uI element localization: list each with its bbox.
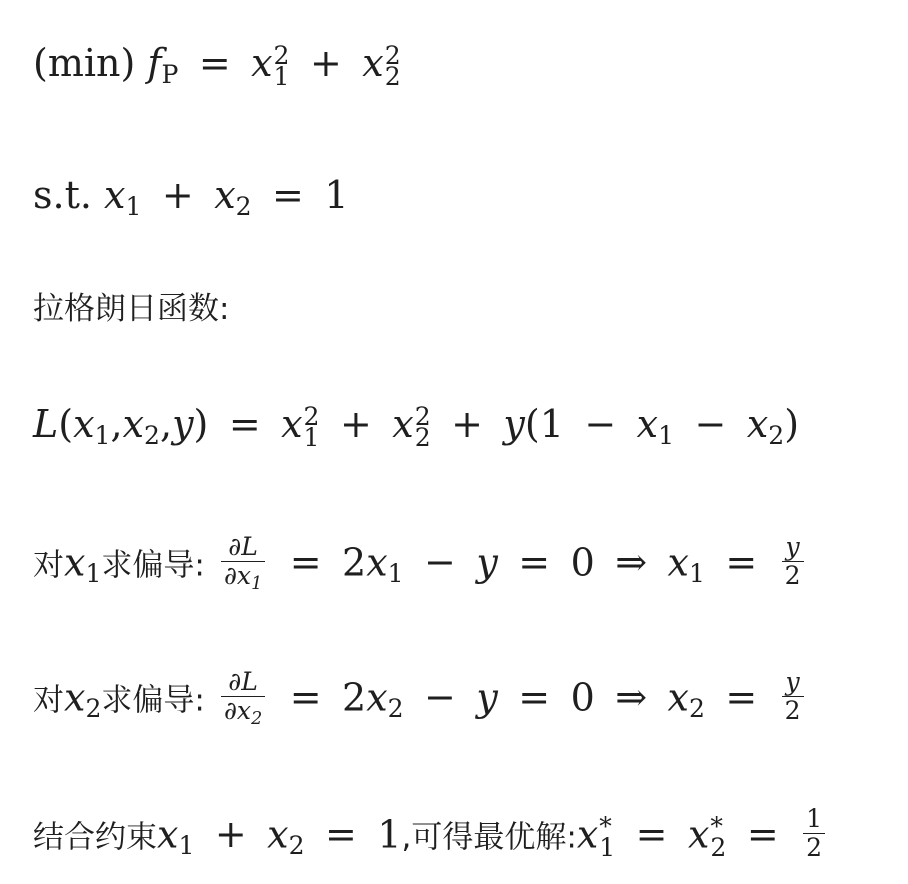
partial-prefix: 对	[33, 547, 64, 584]
paren-open: (	[58, 402, 74, 446]
coefficient: 2	[342, 675, 367, 720]
equals-sign: =	[746, 812, 779, 857]
equals-sign: =	[635, 812, 668, 857]
equals-sign: =	[725, 675, 758, 720]
x-symbol: x	[157, 812, 179, 857]
equals-sign: =	[518, 675, 551, 720]
comma: ,	[159, 402, 173, 446]
x-symbol: x	[576, 812, 599, 857]
equals-sign: =	[198, 41, 231, 85]
subsup: * 1	[599, 812, 616, 862]
x-symbol: x	[636, 402, 659, 446]
paren-close: )	[784, 402, 800, 446]
lagrangian-line	[33, 401, 800, 452]
subscript: 1	[178, 831, 195, 861]
equals-sign: =	[272, 173, 304, 217]
one: 1	[539, 402, 564, 446]
minus-sign: −	[424, 540, 456, 585]
x-symbol: x	[64, 675, 86, 720]
L-symbol: L	[33, 402, 59, 446]
subscript: 2	[144, 421, 160, 451]
subscript: 1	[125, 192, 142, 222]
partial-x1-line	[33, 532, 808, 594]
plus-sign: +	[214, 812, 247, 857]
zero: 0	[570, 675, 595, 720]
x-symbol: x	[73, 402, 95, 446]
zero: 0	[570, 540, 595, 585]
equals-sign: =	[289, 675, 322, 720]
plus-sign: +	[451, 402, 483, 446]
x-symbol: x	[281, 402, 303, 446]
subscript: 1	[658, 421, 675, 451]
y-symbol: y	[503, 402, 525, 446]
subsup: 2 2	[384, 40, 401, 91]
f-subscript: P	[161, 60, 179, 90]
equals-sign: =	[725, 540, 758, 585]
x-symbol: x	[122, 402, 144, 446]
minus-sign: −	[694, 402, 727, 446]
one: 1	[377, 812, 402, 857]
subscript: 2	[387, 694, 404, 724]
subscript: 2	[688, 694, 705, 724]
subscript: 2	[288, 831, 305, 861]
y-symbol: y	[476, 675, 498, 720]
plus-sign: +	[161, 173, 194, 217]
subsup: 2 1	[303, 401, 320, 452]
subscript: 1	[94, 421, 111, 451]
minus-sign: −	[584, 402, 617, 446]
y-symbol: y	[172, 402, 194, 446]
x-symbol: x	[104, 173, 126, 217]
x-symbol: x	[362, 41, 384, 85]
subsup: * 2	[710, 812, 727, 862]
plus-sign: +	[309, 41, 342, 85]
solution-prefix: 结合约束	[33, 819, 157, 856]
plus-sign: +	[339, 402, 372, 446]
result-fraction: $\frac{y}{2}$	[782, 669, 804, 725]
x-symbol: x	[392, 402, 414, 446]
rhs-value: 1	[324, 173, 349, 217]
equals-sign: =	[325, 812, 357, 857]
subsup: 2 2	[414, 401, 431, 452]
x-symbol: x	[267, 812, 289, 857]
x-symbol: x	[687, 812, 710, 857]
equals-sign: =	[518, 540, 551, 585]
comma: ,	[110, 402, 123, 446]
solution-fraction: $\frac{1}{2}$	[803, 806, 825, 862]
paren-close: )	[193, 402, 209, 446]
x-symbol: x	[251, 41, 273, 85]
f-symbol: f	[147, 41, 162, 85]
x-symbol: x	[366, 540, 388, 585]
partial-prefix: 对	[33, 682, 64, 719]
x-symbol: x	[214, 173, 236, 217]
x-symbol: x	[667, 540, 689, 585]
implies-arrow: ⇒	[615, 540, 648, 585]
objective-line	[33, 40, 401, 91]
paren-open: (	[524, 402, 540, 446]
subsup: 2 1	[273, 40, 290, 91]
coefficient: 2	[342, 540, 367, 585]
derivative-fraction: $\frac{\partial L}{\partial x2}$	[221, 669, 265, 725]
minus-sign: −	[424, 675, 456, 720]
partial-suffix: 求偏导:	[101, 547, 205, 584]
x-symbol: x	[366, 675, 388, 720]
lagrange-heading: 拉格朗日函数:	[33, 291, 230, 327]
x-symbol: x	[746, 402, 769, 446]
subscript: 2	[235, 192, 252, 222]
solution-mid-text: ,可得最优解:	[401, 819, 577, 856]
st-label: s.t.	[33, 173, 92, 217]
constraint-line	[33, 173, 349, 222]
partial-x2-line	[33, 667, 808, 729]
subscript: 1	[688, 559, 705, 589]
partial-suffix: 求偏导:	[101, 682, 205, 719]
min-label: (min)	[33, 41, 136, 85]
subscript: 1	[85, 559, 102, 589]
subscript: 1	[387, 559, 404, 589]
subscript: 2	[768, 421, 785, 451]
derivative-fraction: $\frac{\partial L}{\partial x1}$	[221, 534, 265, 590]
implies-arrow: ⇒	[615, 675, 648, 720]
equals-sign: =	[289, 540, 322, 585]
y-symbol: y	[476, 540, 498, 585]
equals-sign: =	[228, 402, 261, 446]
subscript: 2	[85, 694, 102, 724]
result-fraction: $\frac{y}{2}$	[782, 534, 804, 590]
x-symbol: x	[64, 540, 86, 585]
solution-line	[33, 804, 829, 866]
x-symbol: x	[667, 675, 689, 720]
